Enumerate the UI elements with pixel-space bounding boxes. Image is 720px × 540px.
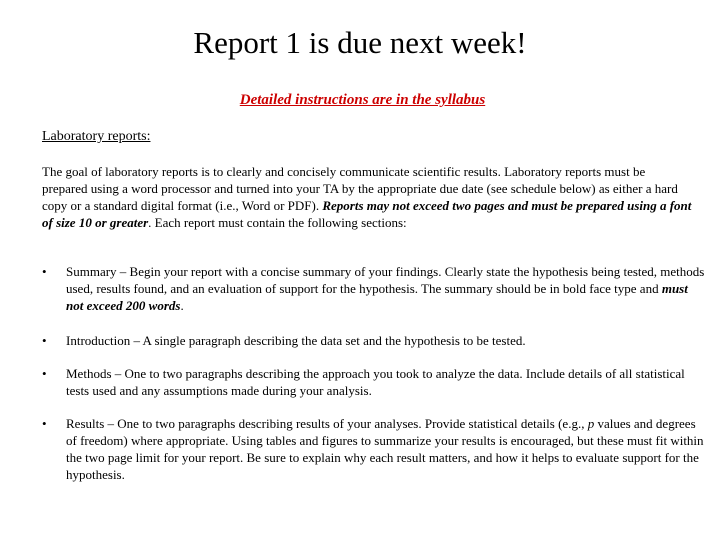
results-body-2: values and degrees of freedom) where appropriate. Using tables and figures to summarize your results is encouraged, but these must fit within the two page limit for your report. Be sure to explain why each result matters, and how it helps to evaluate support for the hypothesis. xyxy=(66,416,704,482)
summary-end: . xyxy=(180,298,184,313)
syllabus-note: Detailed instructions are in the syllabus xyxy=(239,92,486,108)
results-p-symbol: p xyxy=(587,416,595,431)
summary-emphasis: must not exceed 200 words xyxy=(66,281,688,313)
methods-text: Methods – One to two paragraphs describing the approach you took to analyze the data. Include details of all statistical tests used and any assumptions made during your analysis. xyxy=(66,366,685,398)
summary-body: Summary – Begin your report with a concise summary of your findings. Clearly state the hypothesis being tested, methods used, results found, and an evaluation of support for the hypothesis. The summary should be in bold face type and xyxy=(66,264,705,296)
intro-emphasis: Reports may not exceed two pages and must be prepared using a font of size 10 or greater xyxy=(42,198,692,230)
bullet-icon: • xyxy=(42,366,47,381)
summary-text xyxy=(66,263,706,314)
intro-text-1: The goal of laboratory reports is to clearly and concisely communicate scientific results. Laboratory reports must be prepared using a word processor and turned into your TA by the appropriate due date (see schedule below) as either a hard copy or a standard digital format (i.e., Word or PDF). xyxy=(42,164,678,213)
section-heading: Laboratory reports: xyxy=(42,129,151,144)
bullet-icon: • xyxy=(42,264,47,279)
results-body-1: Results – One to two paragraphs describing results of your analyses. Provide statistical details (e.g., xyxy=(66,416,588,431)
intro-text-2: . Each report must contain the following sections: xyxy=(148,215,407,230)
intro-paragraph xyxy=(42,163,692,231)
results-text xyxy=(66,415,706,483)
bullet-icon: • xyxy=(42,416,47,431)
slide-title: Report 1 is due next week! xyxy=(193,25,527,60)
introduction-text: Introduction – A single paragraph describing the data set and the hypothesis to be tested. xyxy=(66,333,526,348)
bullet-icon: • xyxy=(42,333,47,348)
